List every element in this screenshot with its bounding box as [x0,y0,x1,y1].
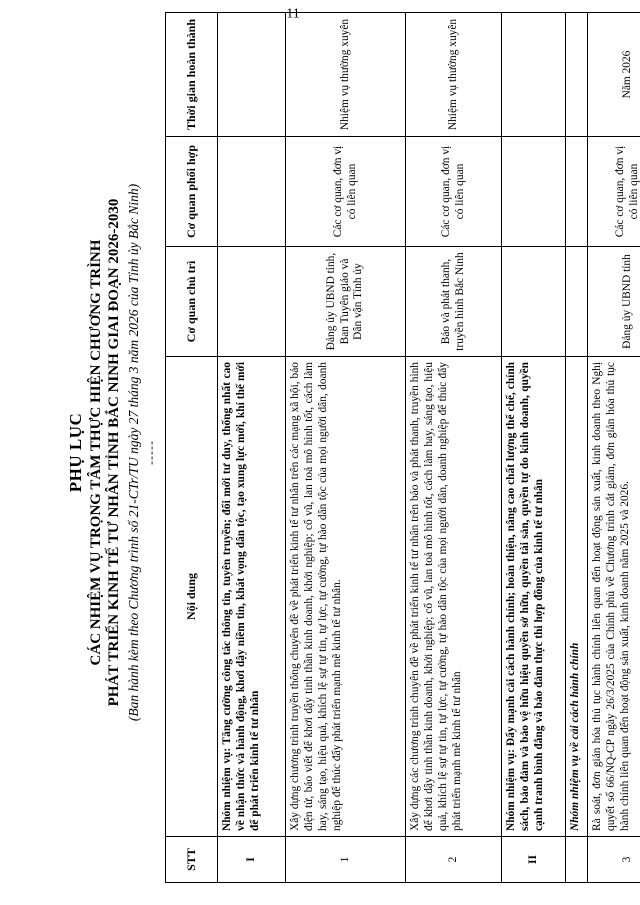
cell-phoi-hop [566,137,588,247]
table-row [218,13,286,883]
appendix-subtitle: (Ban hành kèm theo Chương trình số 21-CTr/TU ngày 27 tháng 3 năm 2026 của Tỉnh ủy Bắc Ninh) [126,183,141,722]
cell-phoi-hop: Các cơ quan, đơn vị có liên quan [588,137,640,247]
cell-noi-dung: Rà soát, đơn giản hóa thủ tục hành chính liên quan đến hoạt động sản xuất, kinh doanh theo Nghị quyết số 66/NQ-CP ngày 26/3/2025 của Chính phủ về Chương trình cắt giảm, đơn giản hóa thủ tục hành chính liên quan đến hoạt động sản xuất, kinh doanh năm 2025 và 2026. [588,357,640,837]
cell-phoi-hop [502,137,566,247]
cell-noi-dung: Nhóm nhiệm vụ: Tăng cường công tác thông tin, tuyên truyền; đổi mới tư duy, thống nhất cao về nhận thức và hành động, khơi dậy niềm tin, khát vọng dân tộc, tạo xung lực mới, khí thế mới để phát triển kinh tế tư nhân [218,357,286,837]
cell-phoi-hop: Các cơ quan, đơn vị có liên quan [406,137,502,247]
header-chu-tri: Cơ quan chủ trì [166,247,218,357]
table-row [566,13,588,883]
cell-noi-dung: Nhóm nhiệm vụ về cải cách hành chính [566,357,588,837]
table-header-row [166,13,218,883]
appendix-heading-line-1: CÁC NHIỆM VỤ TRỌNG TÂM THỰC HIỆN CHƯƠNG TRÌNH [88,239,104,666]
cell-chu-tri: Đảng ủy UBND tỉnh [588,247,640,357]
cell-noi-dung: Xây dựng chương trình truyền thông chuyên đề về phát triển kinh tế tư nhân trên các mạng xã hội, báo điện tử, báo viết để khơi dậy tinh thần kinh doanh, khởi nghiệp; cổ vũ, lan toả mô hình tốt, cách làm hay, sáng tạo, hiệu quả, khích lệ sự tự tin, tự lực, tự cường, tự hào dân tộc của mọi người dân, doanh nghiệp để thúc đẩy phát triển mạnh mẽ kinh tế tư nhân. [286,357,406,837]
tasks-table [165,12,640,883]
table-row [588,13,640,883]
cell-thoi-gian: Nhiệm vụ thường xuyên [406,13,502,137]
page-number: 11 [286,6,300,22]
cell-phoi-hop [218,137,286,247]
cell-phoi-hop: Các cơ quan, đơn vị có liên quan [286,137,406,247]
cell-stt: 1 [286,837,406,883]
cell-chu-tri: Báo và phát thanh, truyền hình Bắc Ninh [406,247,502,357]
header-phoi-hop: Cơ quan phối hợp [166,137,218,247]
cell-noi-dung: Xây dựng các chương trình chuyên đề về phát triển kinh tế tư nhân trên báo và phát thanh, truyền hình để khơi dậy tinh thần kinh doanh, khởi nghiệp; cổ vũ, lan toả mô hình tốt, cách làm hay, sáng tạo, hiệu quả, khích lệ sự tự tin, tự lực, tự cường, tự hào dân tộc của mọi người dân, doanh nghiệp để thúc đẩy phát triển mạnh mẽ kinh tế tư nhân [406,357,502,837]
cell-stt: 3 [588,837,640,883]
appendix-heading-line-2: PHÁT TRIỂN KINH TẾ TƯ NHÂN TỈNH BẮC NINH GIAI ĐOẠN 2026-2030 [106,198,122,707]
cell-thoi-gian: Nhiệm vụ thường xuyên [286,13,406,137]
cell-stt [566,837,588,883]
cell-stt: I [218,837,286,883]
header-noi-dung: Nội dung [166,357,218,837]
heading-separator: ----- [144,440,158,465]
cell-stt: II [502,837,566,883]
cell-thoi-gian [566,13,588,137]
cell-stt: 2 [406,837,502,883]
cell-noi-dung: Nhóm nhiệm vụ: Đẩy mạnh cải cách hành chính; hoàn thiện, nâng cao chất lượng thể chế, chính sách, bảo đảm và bảo vệ hữu hiệu quyền sở hữu, quyền tài sản, quyền tự do kinh doanh, quyền cạnh tranh bình đẳng và bảo đảm thực thi hợp đồng của kinh tế tư nhân [502,357,566,837]
table-row [502,13,566,883]
header-stt: STT [166,837,218,883]
table-row [406,13,502,883]
cell-chu-tri [218,247,286,357]
cell-chu-tri: Đảng ủy UBND tỉnh, Ban Tuyên giáo và Dân vận Tỉnh ủy [286,247,406,357]
table-row [286,13,406,883]
cell-thoi-gian [218,13,286,137]
appendix-title: PHỤ LỤC [66,412,85,493]
cell-thoi-gian: Năm 2026 [588,13,640,137]
cell-thoi-gian [502,13,566,137]
cell-chu-tri [566,247,588,357]
cell-chu-tri [502,247,566,357]
header-thoi-gian: Thời gian hoàn thành [166,13,218,137]
